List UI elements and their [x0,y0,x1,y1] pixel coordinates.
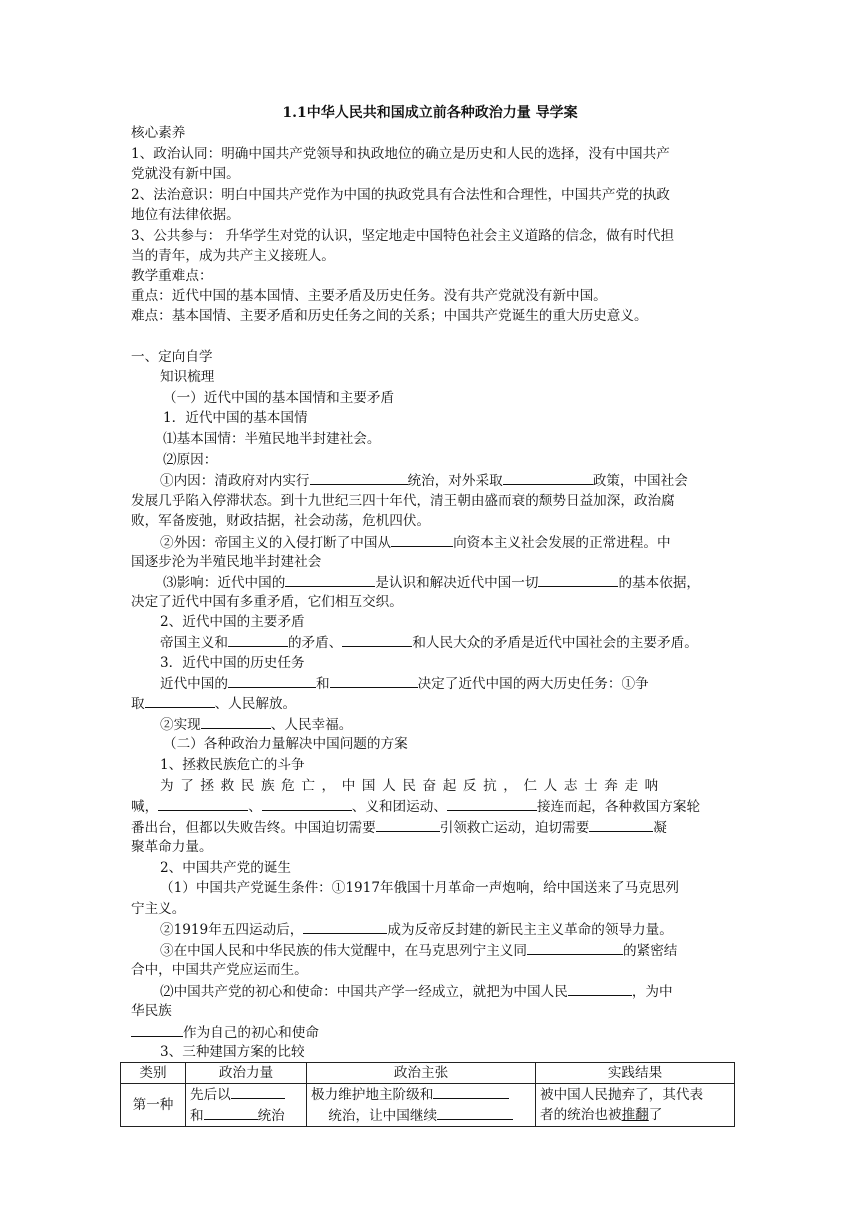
struggle-text: 凝 [653,820,667,836]
core-point-3-cont: 当的青年，成为共产主义接班人。 [131,248,335,264]
internal-cause-line [160,470,688,491]
fill-blank[interactable] [310,470,408,485]
effect-text: 的基本依据， [618,575,701,591]
birth-heading: 2、中国共产党的诞生 [160,860,291,876]
focus-heading: 教学重难点： [131,268,213,284]
contradiction-text: 帝国主义和 [160,635,228,651]
contradiction-line [160,632,698,653]
internal-cause-text: 政策，中国社会 [592,473,688,489]
birth-text: 的紧密结 [623,943,678,959]
mission-line-3 [131,1022,319,1043]
task-text: 、人民幸福。 [270,717,353,733]
table-row [121,1084,735,1127]
birth-condition-1-cont: 宁主义。 [131,901,186,917]
core-point-2-cont: 地位有法律依据。 [131,207,240,223]
task-line-2 [131,693,296,714]
struggle-heading: 1、拯救民族危亡的斗争 [160,757,305,773]
internal-cause-cont: 发展几乎陷入停滞状态。到十九世纪三四十年代，清王朝由盛而衰的颓势日益加深，政治腐 [131,493,675,509]
cell-text: 了 [648,1107,663,1123]
part-2-heading: （二）各种政治力量解决中国问题的方案 [163,736,408,752]
task-line-3 [160,714,352,735]
table-cell-result [536,1084,735,1127]
mission-line-2: 华民族 [131,1003,172,1019]
task-text: 近代中国的 [160,676,228,692]
birth-text: ③在中国人民和中华民族的伟大觉醒中，在马克思列宁主义同 [160,943,528,959]
mission-text: ，为中 [631,984,673,1000]
birth-condition-2 [160,919,673,940]
birth-condition-3 [160,940,677,961]
mission-line [160,981,673,1002]
core-point-2: 2、法治意识：明白中国共产党作为中国的执政党具有合法性和合理性，中国共产党的执政 [131,187,670,203]
cell-text: 先后以 [190,1087,231,1103]
focus-key: 重点：近代中国的基本国情、主要矛盾及历史任务。没有共产党就没有新中国。 [131,288,607,304]
cell-text: 统治 [257,1108,285,1124]
fill-blank[interactable] [204,1105,258,1120]
focus-difficult: 难点：基本国情、主要矛盾和历史任务之间的关系；中国共产党诞生的重大历史意义。 [131,308,648,324]
fill-blank[interactable] [303,919,387,934]
external-cause-text: 向资本主义社会发展的正常进程。中 [453,535,671,551]
fill-blank[interactable] [285,572,375,587]
table-header-row [121,1063,735,1084]
part-1-heading: （一）近代中国的基本国情和主要矛盾 [163,390,395,406]
external-cause-cont: 国逐步沦为半殖民地半封建社会 [131,554,322,570]
comparison-table [120,1062,735,1127]
effect-text: 是认识和解决近代中国一切 [375,575,539,591]
fill-blank[interactable] [589,817,653,832]
birth-condition-3-cont: 合中，中国共产党应运而生。 [131,962,308,978]
fill-blank[interactable] [228,673,316,688]
cell-text: 极力维护地主阶级和 [311,1087,434,1103]
cell-text: 统治，让中国继续 [328,1108,438,1124]
table-cell-claim [307,1084,536,1127]
table-header: 类别 [121,1063,186,1084]
basic-condition: ⑴基本国情：半殖民地半封建社会。 [163,431,381,447]
cell-text: 推翻 [621,1107,649,1123]
item-2-heading: 2、近代中国的主要矛盾 [160,614,305,630]
core-point-1: 1、政治认同：明确中国共产党领导和执政地位的确立是历史和人民的选择，没有中国共产 [131,146,670,162]
task-line [160,673,649,694]
core-point-3: 3、公共参与： 升华学生对党的认识，坚定地走中国特色社会主义道路的信念，做有时代担 [131,228,675,244]
subheading: 知识梳理 [160,369,215,385]
task-text: 和 [315,676,330,692]
fill-blank[interactable] [201,714,271,729]
core-point-1-cont: 党就没有新中国。 [131,166,240,182]
fill-blank[interactable] [342,632,412,647]
birth-text: ②1919年五四运动后， [160,922,304,938]
fill-blank[interactable] [437,1105,513,1120]
cause-heading: ⑵原因： [163,452,218,468]
document-title: 1.1中华人民共和国成立前各种政治力量 导学案 [282,105,578,121]
fill-blank[interactable] [538,572,618,587]
mission-text: 作为自己的初心和使命 [183,1025,319,1041]
fill-blank[interactable] [145,693,215,708]
struggle-text: 、 [248,799,262,815]
section-heading: 一、定向自学 [131,349,213,365]
item-1-heading: 1．近代中国的基本国情 [163,410,308,426]
table-header: 政治主张 [307,1063,536,1084]
fill-blank[interactable] [231,1084,285,1099]
struggle-line-2 [131,796,700,817]
mission-text: ⑵中国共产党的初心和使命：中国共产学一经成立，就把为中国人民 [160,984,568,1000]
effect-line [163,572,700,593]
task-text: 决定了近代中国的两大历史任务：①争 [417,676,649,692]
effect-text: ⑶影响：近代中国的 [163,575,286,591]
struggle-text: 接连而起，各种救国方案轮 [536,799,701,815]
fill-blank[interactable] [503,470,593,485]
fill-blank[interactable] [391,532,453,547]
cell-text: 和 [190,1108,204,1124]
fill-blank[interactable] [447,796,537,811]
table-header: 实践结果 [536,1063,735,1084]
internal-cause-cont: 败，军备废弛，财政拮据，社会动荡，危机四伏。 [131,513,431,529]
table-header: 政治力量 [186,1063,307,1084]
fill-blank[interactable] [330,673,418,688]
struggle-text: 引领救亡运动，迫切需要 [439,820,590,836]
fill-blank[interactable] [262,796,352,811]
fill-blank[interactable] [131,1022,183,1037]
fill-blank[interactable] [376,817,440,832]
external-cause-text: ②外因：帝国主义的入侵打断了中国从 [160,535,392,551]
cell-text: 被中国人民抛弃了，其代表 [540,1087,704,1103]
task-text: ②实现 [160,717,201,733]
comparison-heading: 3、三种建国方案的比较 [160,1044,305,1060]
item-3-heading: 3．近代中国的历史任务 [160,655,305,671]
table-cell-force [186,1084,307,1127]
fill-blank[interactable] [527,940,623,955]
fill-blank[interactable] [568,981,632,996]
cell-text: 者的统治也被 [540,1107,622,1123]
struggle-line-3 [131,817,667,838]
external-cause-line [160,532,671,553]
fill-blank[interactable] [158,796,248,811]
struggle-text: 番出台，但都以失败告终。中国迫切需要 [131,820,376,836]
fill-blank[interactable] [228,632,288,647]
internal-cause-text: ①内因：清政府对内实行 [160,473,310,489]
internal-cause-text: 统治，对外采取 [407,473,503,489]
task-text: 取 [131,696,145,712]
struggle-text: 喊， [131,799,159,815]
effect-cont: 决定了近代中国有多重矛盾，它们相互交织。 [131,594,403,610]
task-text: 、人民解放。 [214,696,297,712]
struggle-text: 、义和团运动、 [351,799,447,815]
struggle-line-4: 聚革命力量。 [131,839,213,855]
table-cell-category: 第一种 [121,1084,186,1127]
birth-condition-1: （1）中国共产党诞生条件：①1917年俄国十月革命一声炮响，给中国送来了马克思列 [160,880,680,896]
contradiction-text: 的矛盾、 [287,635,343,651]
struggle-line: 为了拯救民族危亡，中国人民奋起反抗，仁人志士奔走呐 [160,778,665,794]
birth-text: 成为反帝反封建的新民主主义革命的领导力量。 [387,922,673,938]
contradiction-text: 和人民大众的矛盾是近代中国社会的主要矛盾。 [412,635,698,651]
core-heading: 核心素养 [131,125,186,141]
fill-blank[interactable] [433,1084,509,1099]
